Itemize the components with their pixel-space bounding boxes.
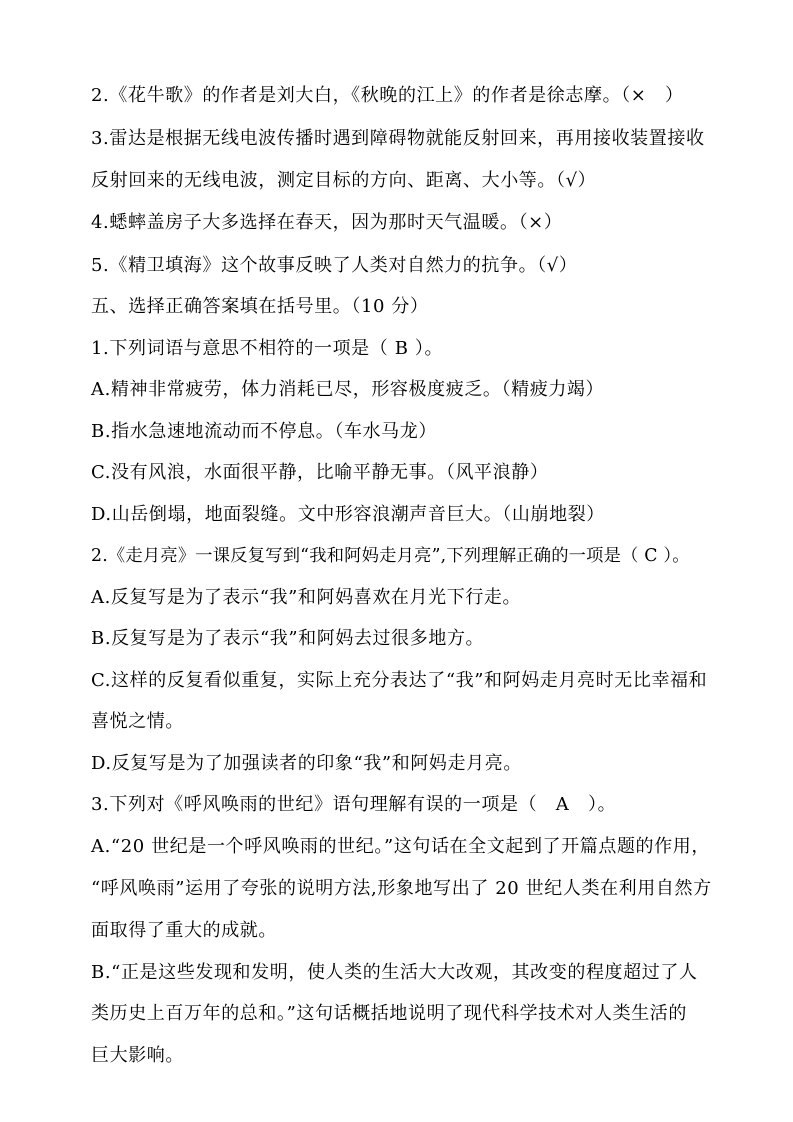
true-false-item-4: 4.蟋蟀盖房子大多选择在春天，因为那时天气温暖。（×） [91, 212, 563, 233]
question-1-option-d: D.山岳倒塌，地面裂缝。文中形容浪潮声音巨大。（山崩地裂） [91, 504, 605, 525]
question-3-stem: 3.下列对《呼风唤雨的世纪》语句理解有误的一项是（ A ）。 [91, 794, 617, 815]
true-false-item-3-line-1: 3.雷达是根据无线电波传播时遇到障碍物就能反射回来，再用接收装置接收 [91, 128, 705, 149]
question-3-option-b-line-1: B.“正是这些发现和发明，使人类的生活大大改观，其改变的程度超过了人 [91, 962, 698, 983]
question-2-option-b: B.反复写是为了表示“我”和阿妈去过很多地方。 [91, 628, 485, 649]
question-3-option-a-line-2: “呼风唤雨”运用了夸张的说明方法,形象地写出了 20 世纪人类在利用自然方 [91, 878, 712, 899]
question-2-option-a: A.反复写是为了表示“我”和阿妈喜欢在月光下行走。 [91, 587, 522, 608]
question-1-stem: 1.下列词语与意思不相符的一项是（ B ）。 [91, 338, 444, 359]
question-2-option-c-line-1: C.这样的反复看似重复，实际上充分表达了“我”和阿妈走月亮时无比幸福和 [91, 670, 708, 691]
question-3-option-a-line-3: 面取得了重大的成就。 [91, 920, 277, 941]
true-false-item-5: 5.《精卫填海》这个故事反映了人类对自然力的抗争。（√） [91, 255, 578, 276]
question-1-option-b: B.指水急速地流动而不停息。（车水马龙） [91, 421, 437, 442]
section-5-heading: 五、选择正确答案填在括号里。（10 分） [91, 296, 429, 317]
question-2-option-d: D.反复写是为了加强读者的印象“我”和阿妈走月亮。 [91, 753, 522, 774]
true-false-item-2: 2.《花牛歌》的作者是刘大白，《秋晚的江上》的作者是徐志摩。（× ） [91, 85, 684, 106]
true-false-item-3-line-2: 反射回来的无线电波，测定目标的方向、距离、大小等。（√） [91, 170, 597, 191]
question-3-option-b-line-2: 类历史上百万年的总和。”这句话概括地说明了现代科学技术对人类生活的 [91, 1003, 687, 1024]
question-3-option-b-line-3: 巨大影响。 [91, 1045, 184, 1066]
question-1-option-a: A.精神非常疲劳，体力消耗已尽，形容极度疲乏。（精疲力竭） [91, 379, 605, 400]
question-2-stem: 2.《走月亮》一课反复写到“我和阿妈走月亮”,下列理解正确的一项是（ C ）。 [91, 546, 690, 566]
question-3-option-a-line-1: A.“20 世纪是一个呼风唤雨的世纪。”这句话在全文起到了开篇点题的作用， [91, 836, 710, 857]
question-1-option-c: C.没有风浪，水面很平静，比喻平静无事。（风平浪静） [91, 462, 549, 483]
question-2-option-c-line-2: 喜悦之情。 [91, 711, 184, 732]
